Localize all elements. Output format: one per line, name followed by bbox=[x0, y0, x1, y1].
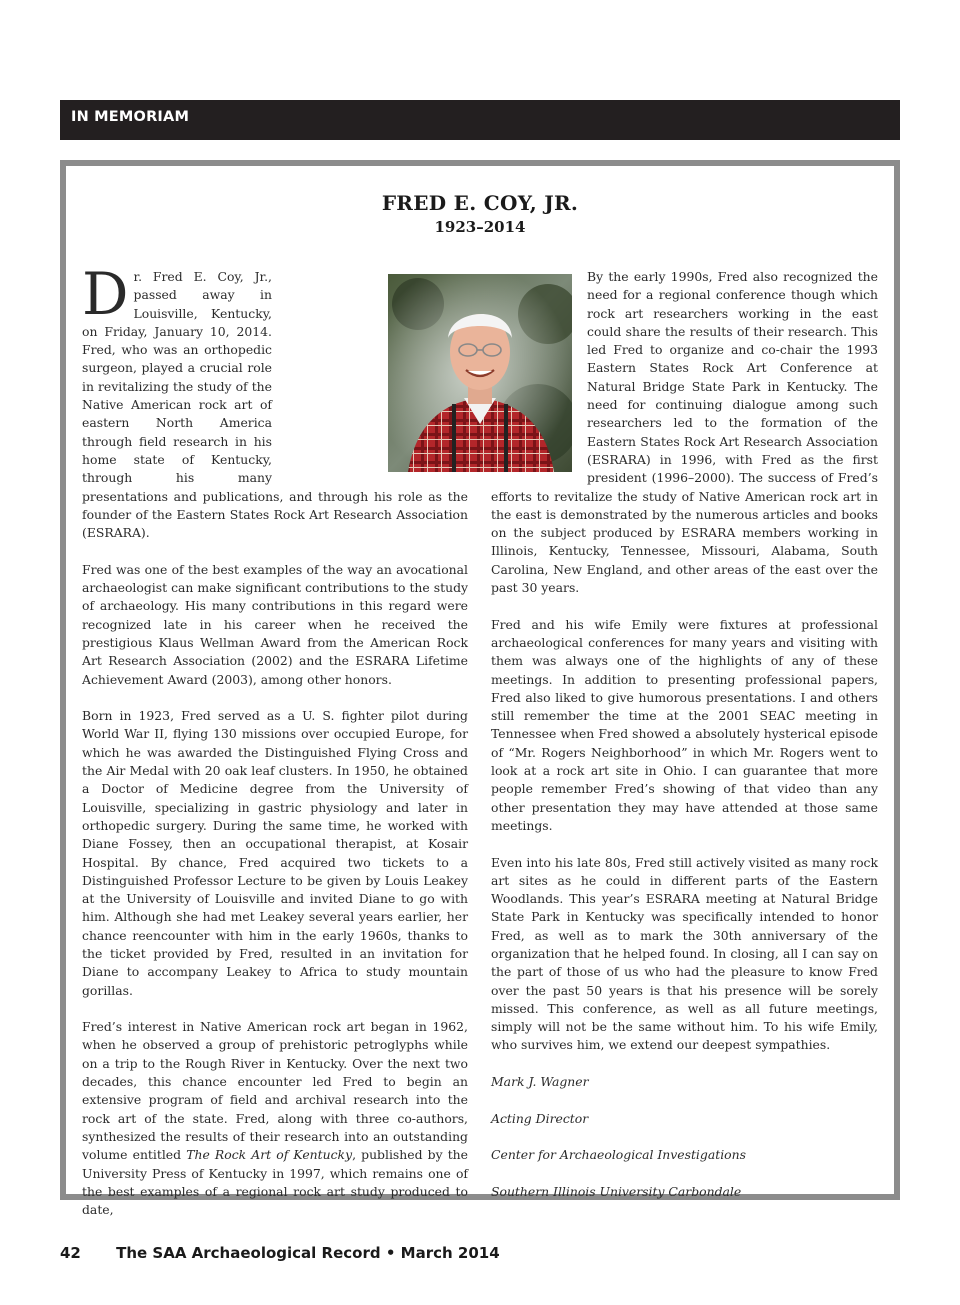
page-footer bbox=[60, 1244, 500, 1262]
left-column bbox=[82, 260, 468, 1238]
paragraph-contributions: Fred was one of the best examples of the way an avocational archaeologist can make significant contributions to the study of archaeology. His many contributions in this regard were recognized late in his career when he received the prestigious Klaus Wellman Award from the American Rock Art Research Association (2002) and the ESRARA Lifetime Achievement Award (2003), among other honors. bbox=[82, 561, 468, 687]
paragraph-biography: Born in 1923, Fred served as a U. S. fighter pilot during World War II, flying 130 missions over occupied Europe, for which he was awarded the Distinguished Flying Cross and the Air Medal with 20 oak leaf clusters. In 1950, he obtained a Doctor of Medicine degree from the University of Louisville, specializing in gastric physiology and later in orthopedic surgery. During the same time, he worked with Diane Fossey, then an occupational therapist, at Kosair Hospital. By chance, Fred acquired two tickets to a Distinguished Professor Lecture to be given by Louis Leakey at the University of Louisville and invited Diane to go with him. Although she had met Leakey several years earlier, her chance reencounter with him in the early 1960s, thanks to the ticket provided by Fred, resulted in an invitation for Diane to accompany Leakey to Africa to study mountain gorillas. bbox=[82, 708, 468, 998]
paragraph-intro: Dr. Fred E. Coy, Jr., passed away in Louisville, Kentucky, on Friday, January 10, 2014. Fred, who was an orthopedic surgeon, played a crucial role in revitalizing the study of the Native American rock art of eastern North America through field research in his home state of Kentucky, through his many presentations and publications, and through his role as the founder of the Eastern States Rock Art Research Association (ESRARA). bbox=[82, 260, 468, 541]
signature-univ: Southern Illinois University Carbondale bbox=[491, 1183, 742, 1199]
right-column bbox=[491, 268, 878, 1219]
signature-title: Acting Director bbox=[491, 1110, 589, 1126]
section-header bbox=[60, 100, 900, 140]
paragraph-closing: Even into his late 80s, Fred still actively visited as many rock art sites as he could in different parts of the Eastern Woodlands. This year’s ESRARA meeting at Natural Bridge State Park in Kentucky was specifically intended to honor Fred, as well as to mark the 30th anniversary of the organization that he helped found. In closing, all I can say on the part of those of us who had the pleasure to know Fred over the past 50 years is that his presence will be sorely missed. This conference, as well as all future meetings, simply will not be the same without him. To his wife Emily, who survives him, we extend our deepest sympathies. bbox=[491, 854, 878, 1053]
page-number: 42 bbox=[60, 1244, 81, 1262]
signature-block bbox=[491, 1073, 878, 1201]
paragraph-conferences: Fred and his wife Emily were fixtures at professional archaeological conferences for many years and visiting with them was always one of the highlights of any of these meetings. In addition to presenting professional papers, Fred also liked to give humorous presentations. I and others still remember the time at the 2001 SEAC meeting in Tennessee when Fred showed a absolutely hysterical episode of “Mr. Rogers Neighborhood” in which Mr. Rogers went to look at a rock art site in Ohio. I can guarantee that more people remember Fred’s showing of that video than any other presentation they may have attended at those same meetings. bbox=[491, 616, 878, 833]
section-label: IN MEMORIAM bbox=[71, 109, 190, 125]
article-title: FRED E. COY, JR. bbox=[381, 191, 579, 215]
paragraph-esrara: By the early 1990s, Fred also recognized the need for a regional conference though which rock art researchers working in the east could share the results of their research. This led Fred to organize and co-chair the 1993 Eastern States Rock Art Conference at Natural Bridge State Park in Kentucky. The need for continuing dialogue among such researchers led to the formation of the Eastern States Rock Art Research Association (ESRARA) in 1996, with Fred as the first president (1996–2000). The success of Fred’s efforts to revitalize the study of Native American rock art in the east is demonstrated by the numerous articles and books on the subject produced by ESRARA members working in Illinois, Kentucky, Tennessee, Missouri, Alabama, South Carolina, New England, and other areas of the east over the past 30 years. bbox=[491, 269, 878, 596]
signature-org: Center for Archaeological Investigations bbox=[491, 1147, 746, 1163]
drop-cap: D bbox=[82, 260, 129, 328]
article-dates: 1923–2014 bbox=[434, 218, 526, 236]
paragraph-rock-art-interest: Fred’s interest in Native American rock art began in 1962, when he observed a group of prehistoric petroglyphs while on a trip to the Rough River in Kentucky. Over the next two decades, this chance encounter led Fred to begin an extensive program of field and archival research into the rock art of the state. Fred, along with three co-authors, synthesized the results of their research into an outstanding volume entitled The Rock Art of Kentucky, published by the University Press of Kentucky in 1997, which remains one of the best examples of a regional rock art study produced to date, bbox=[82, 1019, 468, 1218]
book-title: The Rock Art of Kentucky bbox=[186, 1147, 353, 1163]
signature-name: Mark J. Wagner bbox=[491, 1074, 589, 1090]
issue-date: March 2014 bbox=[400, 1244, 500, 1262]
journal-name: The SAA Archaeological Record bbox=[116, 1244, 381, 1262]
footer-bullet: • bbox=[385, 1244, 396, 1262]
